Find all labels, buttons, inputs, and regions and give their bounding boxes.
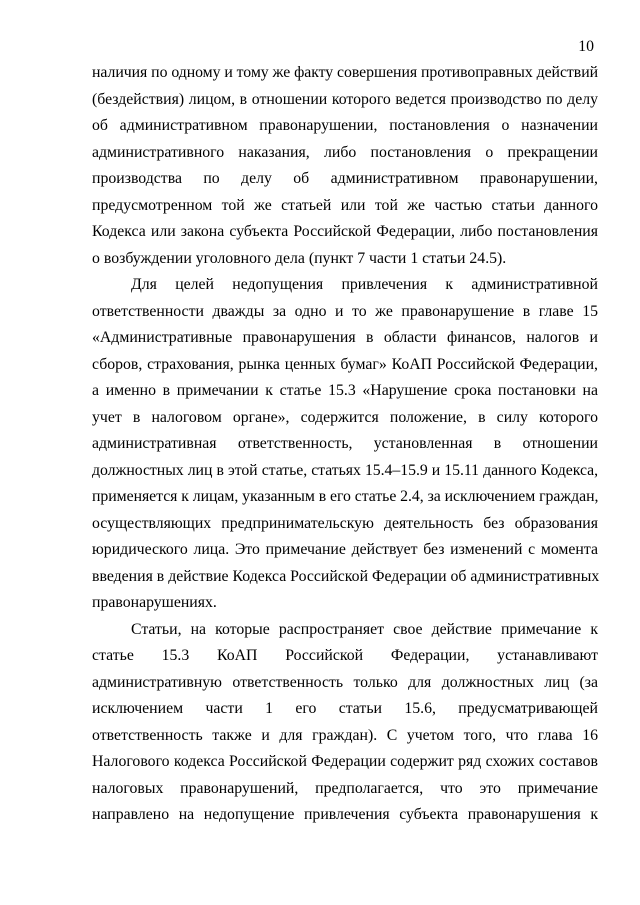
text-line: статье 15.3 КоАП Российской Федерации, устанавливают — [92, 647, 598, 664]
text-line: а именно в примечании к статье 15.3 «Нарушение срока постановки на — [92, 382, 598, 399]
text-line: (бездействия) лицом, в отношении которого ведется производство по делу — [92, 90, 598, 108]
text-line: административная ответственность, установленная в отношении — [92, 435, 598, 452]
body-text — [92, 60, 598, 829]
text-line: Налогового кодекса Российской Федерации содержит ряд схожих составов — [92, 753, 598, 770]
text-line: наличия по одному и тому же факту совершения противоправных действий — [92, 64, 598, 81]
text-line: сборов, страхования, рынка ценных бумаг» КоАП Российской Федерации, — [92, 355, 598, 373]
text-line: учет в налоговом органе», содержится положение, в силу которого — [92, 408, 598, 426]
text-line: «Административные правонарушения в области финансов, налогов и — [92, 329, 598, 346]
text-line: введения в действие Кодекса Российской Федерации об административных — [92, 567, 600, 585]
text-line: о возбуждении уголовного дела (пункт 7 части 1 статьи 24.5). — [92, 249, 507, 267]
text-line: должностных лиц в этой статье, статьях 15.4–15.9 и 15.11 данного Кодекса, — [92, 461, 598, 479]
text-line: применяется к лицам, указанным в его статье 2.4, за исключением граждан, — [92, 488, 599, 505]
text-line: осуществляющих предпринимательскую деятельность без образования — [92, 514, 598, 532]
text-line: ответственности дважды за одно и то же правонарушение в главе 15 — [92, 302, 598, 320]
paragraph-first-line: Для целей недопущения привлечения к административной — [131, 276, 598, 293]
text-line: правонарушениях. — [92, 594, 217, 611]
text-line: исключением части 1 его статьи 15.6, предусматривающей — [92, 700, 598, 717]
text-line: административного наказания, либо постановления о прекращении — [92, 143, 598, 161]
page-number: 10 — [578, 38, 594, 55]
text-line: предусмотренном той же статьей или той же частью статьи данного — [92, 196, 598, 214]
text-line: юридического лица. Это примечание действует без изменений с момента — [92, 541, 598, 558]
text-line: Кодекса или закона субъекта Российской Федерации, либо постановления — [92, 223, 598, 240]
text-line: налоговых правонарушений, предполагается, что это примечание — [92, 779, 598, 797]
text-line: административную ответственность только для должностных лиц (за — [92, 673, 598, 691]
text-line: об административном правонарушении, постановления о назначении — [92, 117, 598, 134]
text-line: направлено на недопущение привлечения субъекта правонарушения к — [92, 806, 598, 823]
text-line: производства по делу об административном правонарушении, — [92, 170, 598, 187]
text-line: ответственность также и для граждан). С учетом того, что глава 16 — [92, 726, 598, 744]
paragraph-first-line: Статьи, на которые распространяет свое действие примечание к — [131, 620, 598, 638]
